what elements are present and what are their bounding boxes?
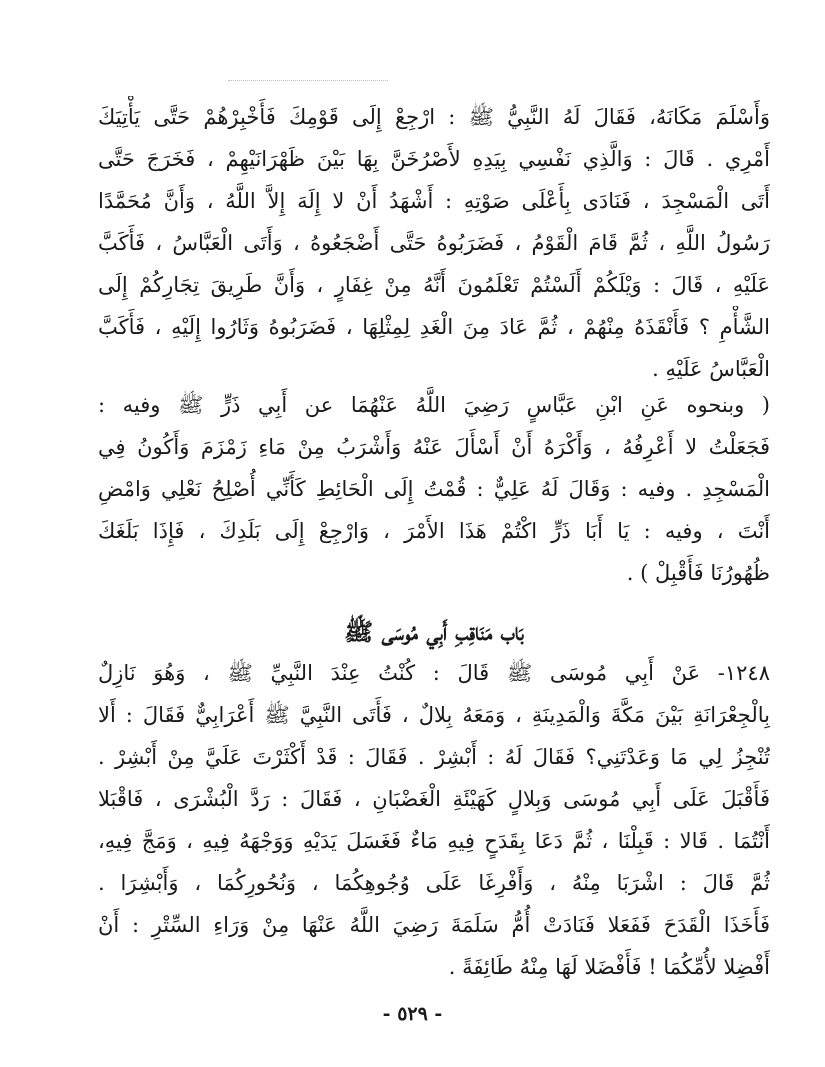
text-line: الشَّأْمِ ؟ فَأَنْقَذَهُ مِنْهُمْ ، ثُمَّ عَادَ مِنَ الْغَدِ لِمِثْلِهَا ، فَضَرَبُوهُ وَثَارُوا إِلَيْهِ ، فَأَكَبَّ xyxy=(98,315,770,339)
text-line: ظُهُورُنَا فَأَقْبِلْ ) . xyxy=(626,561,770,585)
text-line: تُنْجِزُ لِي مَا وَعَدْتَنِي؟ فَقَالَ لَهُ : أَبْشِرْ . فَقَالَ : قَدْ أَكْثَرْتَ عَلَيَّ مِنْ أَبْشِرْ . xyxy=(98,745,770,769)
section-heading: بَاب مَنَاقِبِ أَبِي مُوسَى ﷺ xyxy=(344,617,524,646)
text-line: وَأَسْلَمَ مَكَانَهُ، فَقَالَ لَهُ النَّبِيُّ ﷺ : ارْجِعْ إِلَى قَوْمِكَ فَأَخْبِرْهُمْ حَتَّى يَأْتِيَكَ xyxy=(98,105,770,129)
text-line: أَتَى الْمَسْجِدَ ، فَنَادَى بِأَعْلَى صَوْتِهِ : أَشْهَدُ أَنْ لا إِلَهَ إِلاَّ اللَّهُ ، وَأَنَّ مُحَمَّدًا xyxy=(98,189,770,213)
text-line: ١٢٤٨- عَنْ أَبِي مُوسَى ﷺ قَالَ : كُنْتُ عِنْدَ النَّبِيِّ ﷺ ، وَهُوَ نَازِلٌ xyxy=(98,661,770,685)
text-line: رَسُولُ اللَّهِ ، ثُمَّ قَامَ الْقَوْمُ ، فَضَرَبُوهُ حَتَّى أَضْجَعُوهُ ، وَأَتَى الْعَبَّاسُ ، فَأَكَبَّ xyxy=(98,231,770,255)
text-line: بِالْجِعْرَانَةِ بَيْنَ مَكَّةَ وَالْمَدِينَةِ ، وَمَعَهُ بِلالٌ ، فَأَتَى النَّبِيَّ ﷺ أَعْرَابِيٌّ فَقَالَ : أَلا xyxy=(98,703,770,727)
paragraph-3 xyxy=(98,652,770,988)
text-line: أَمْرِي . قَالَ : وَالَّذِي نَفْسِي بِيَدِهِ لأَصْرُخَنَّ بِهَا بَيْنَ ظَهْرَانَيْهِمْ ، فَخَرَجَ حَتَّى xyxy=(98,147,770,171)
text-line: أَنْتَ ، وفيه : يَا أَبَا ذَرٍّ اكْتُمْ هَذَا الأَمْرَ ، وَارْجِعْ إِلَى بَلَدِكَ ، فَإِذَا بَلَغَكَ xyxy=(98,519,770,543)
header-dotted-rule xyxy=(228,80,388,81)
text-line: فَأَقْبَلَ عَلَى أَبِي مُوسَى وَبِلالٍ كَهَيْئَةِ الْغَضْبَانِ ، فَقَالَ : رَدَّ الْبُشْرَى ، فَاقْبَلا xyxy=(98,787,770,811)
text-line: الْمَسْجِدِ . وفيه : وَقَالَ لَهُ عَلِيٌّ : قُمْتُ إِلَى الْحَائِطِ كَأَنِّي أُصْلِحُ نَعْلِي وَامْضِ xyxy=(98,477,770,501)
text-line: عَلَيْهِ ، قَالَ : وَيْلَكُمْ أَلَسْتُمْ تَعْلَمُونَ أَنَّهُ مِنْ غِفَارٍ ، وَأَنَّ طَرِيقَ تِجَارِكُمْ إِلَى xyxy=(98,273,770,297)
text-line: ( وبنحوه عَنِ ابْنِ عَبَّاسٍ رَضِيَ اللَّهُ عَنْهُمَا عن أَبِي ذَرٍّ ﷺ وفيه : xyxy=(98,393,770,417)
text-line: أَفْضِلا لأُمِّكُمَا ! فَأَفْضَلا لَهَا مِنْهُ طَائِفَةً . xyxy=(448,955,770,979)
paragraph-2 xyxy=(98,384,770,594)
page-number: - ٥٢٩ - xyxy=(382,1003,443,1025)
text-line: فَجَعَلْتُ لا أَعْرِفُهُ ، وَأَكْرَهُ أَنْ أَسْأَلَ عَنْهُ وَأَشْرَبُ مِنْ مَاءِ زَمْزَمَ وَأَكُونُ فِي xyxy=(98,435,770,459)
paragraph-1 xyxy=(98,96,770,390)
text-line: الْعَبَّاسُ عَلَيْهِ . xyxy=(652,357,770,381)
text-line: أَنْتُمَا . قَالا : قَبِلْنَا ، ثُمَّ دَعَا بِقَدَحٍ فِيهِ مَاءٌ فَغَسَلَ يَدَيْهِ وَوَجْهَهُ فِيهِ ، وَمَجَّ فِيهِ، xyxy=(98,829,770,853)
text-line: ثُمَّ قَالَ : اشْرَبَا مِنْهُ ، وَأَفْرِغَا عَلَى وُجُوهِكُمَا ، وَنُحُورِكُمَا ، وَأَبْشِرَا . xyxy=(98,871,770,895)
text-line: فَأَخَذَا الْقَدَحَ فَفَعَلا فَنَادَتْ أُمُّ سَلَمَةَ رَضِيَ اللَّهُ عَنْهَا مِنْ وَرَاءِ السِّتْرِ : أَنْ xyxy=(98,913,770,937)
